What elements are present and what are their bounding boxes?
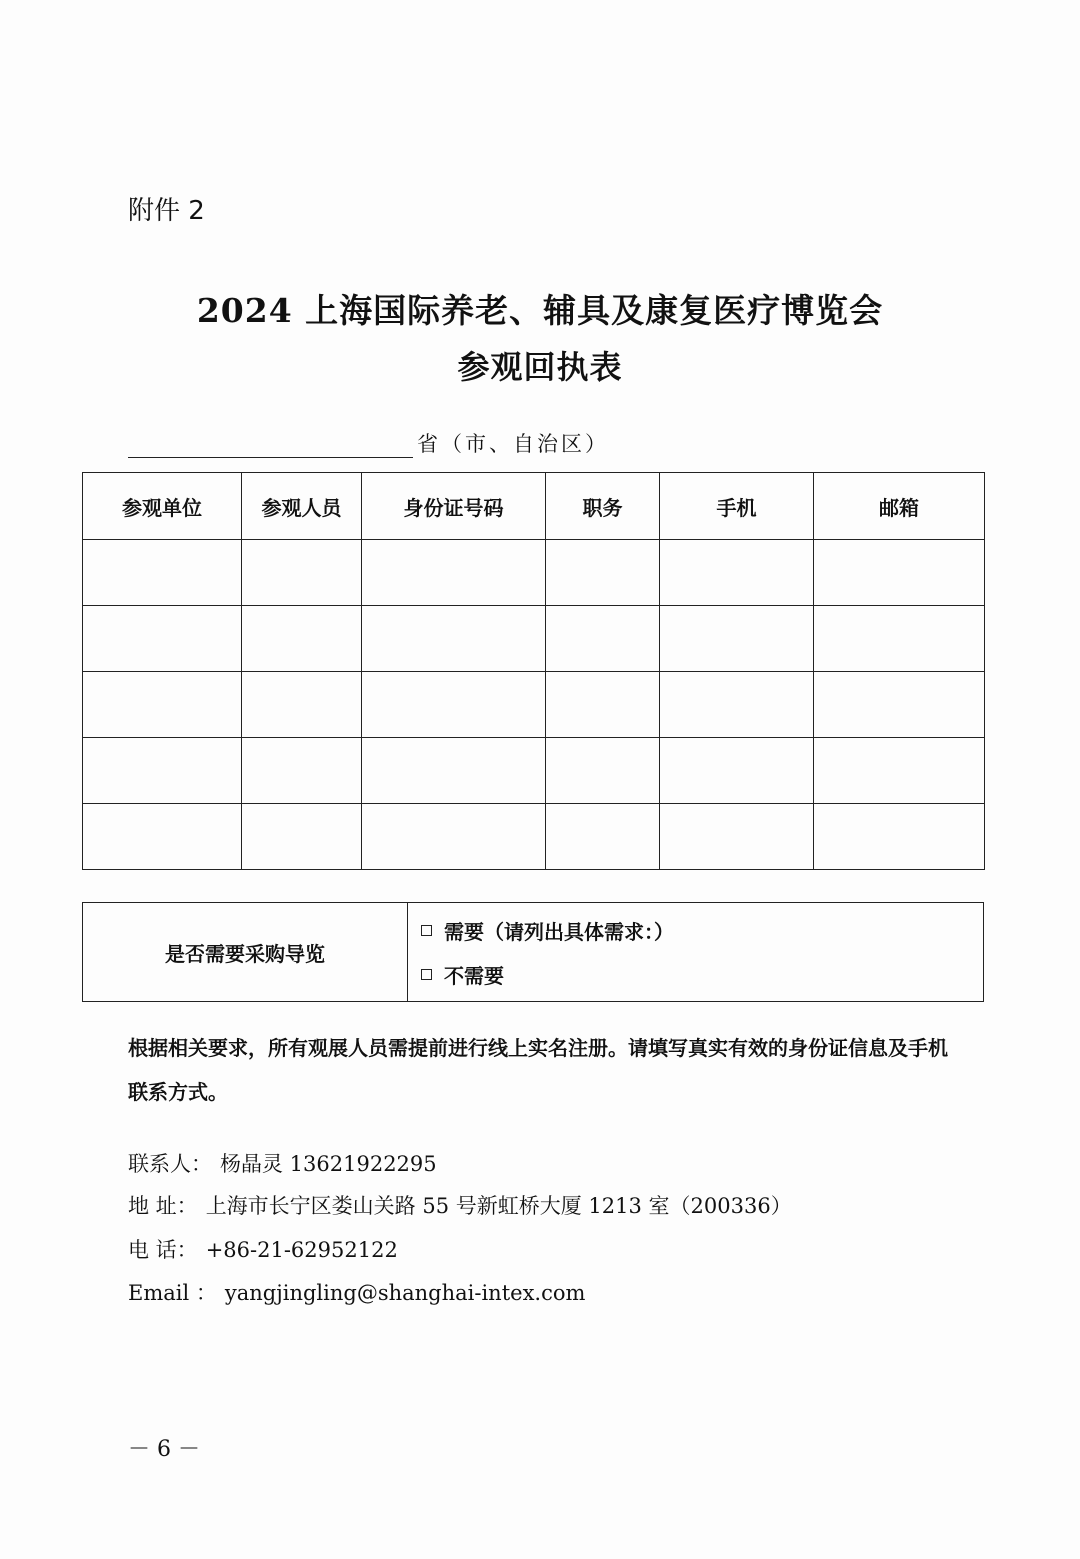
table-cell[interactable] — [546, 540, 660, 606]
table-cell[interactable] — [242, 804, 362, 870]
table-cell[interactable] — [362, 540, 546, 606]
table-cell[interactable] — [660, 672, 814, 738]
table-cell[interactable] — [546, 672, 660, 738]
table-cell[interactable] — [362, 804, 546, 870]
contact-phone-value: +86-21-62952122 — [205, 1238, 398, 1262]
table-cell[interactable] — [362, 672, 546, 738]
contact-email-label: Email ： — [128, 1281, 217, 1305]
header-unit: 参观单位 — [83, 473, 242, 540]
table-cell[interactable] — [660, 738, 814, 804]
header-mobile: 手机 — [660, 473, 814, 540]
checkbox-icon[interactable] — [421, 925, 432, 936]
table-cell[interactable] — [83, 540, 242, 606]
header-id-number: 身份证号码 — [362, 473, 546, 540]
contact-phone-label: 电 话： — [128, 1238, 198, 1262]
option-need[interactable] — [409, 908, 982, 952]
table-cell[interactable] — [242, 606, 362, 672]
table-cell[interactable] — [546, 606, 660, 672]
document-subtitle: 参观回执表 — [457, 348, 623, 386]
contact-address-value: 上海市长宁区娄山关路 55 号新虹桥大厦 1213 室（200336） — [205, 1194, 792, 1218]
table-cell[interactable] — [242, 738, 362, 804]
table-cell[interactable] — [242, 540, 362, 606]
header-visitor: 参观人员 — [242, 473, 362, 540]
contact-address-label: 地 址： — [128, 1194, 198, 1218]
table-row — [83, 672, 985, 738]
table-cell[interactable] — [814, 738, 985, 804]
table-cell[interactable] — [83, 672, 242, 738]
table-cell[interactable] — [814, 540, 985, 606]
page-number: － 6 － — [128, 1437, 200, 1462]
contact-phone — [128, 1234, 398, 1264]
attachment-label: 附件 2 — [128, 196, 205, 226]
table-cell[interactable] — [83, 804, 242, 870]
header-position: 职务 — [546, 473, 660, 540]
visitor-table — [82, 472, 985, 870]
table-cell[interactable] — [814, 606, 985, 672]
purchase-guide-options — [408, 903, 984, 1002]
table-header-row — [83, 473, 985, 540]
contact-person-value: 杨晶灵 13621922295 — [220, 1152, 437, 1176]
option-no-need[interactable] — [409, 952, 982, 996]
province-line — [128, 428, 609, 458]
table-cell[interactable] — [242, 672, 362, 738]
table-cell[interactable] — [814, 804, 985, 870]
contact-email — [128, 1277, 585, 1307]
contact-person-label: 联系人： — [128, 1152, 212, 1176]
table-row — [83, 804, 985, 870]
option-no-need-label: 不需要 — [444, 963, 504, 988]
document-title: 2024 上海国际养老、辅具及康复医疗博览会 — [196, 291, 884, 330]
purchase-guide-question: 是否需要采购导览 — [83, 903, 408, 1002]
table-cell[interactable] — [660, 540, 814, 606]
table-cell[interactable] — [546, 804, 660, 870]
table-cell[interactable] — [660, 606, 814, 672]
contact-person — [128, 1148, 437, 1178]
table-row — [83, 606, 985, 672]
table-cell[interactable] — [660, 804, 814, 870]
table-cell[interactable] — [362, 738, 546, 804]
table-cell[interactable] — [362, 606, 546, 672]
contact-address — [128, 1190, 792, 1220]
header-email: 邮箱 — [814, 473, 985, 540]
province-label: 省（市、自治区） — [417, 432, 609, 456]
table-row — [83, 738, 985, 804]
registration-notice: 根据相关要求，所有观展人员需提前进行线上实名注册。请填写真实有效的身份证信息及手机联系方式。 — [128, 1036, 948, 1104]
table-row — [83, 540, 985, 606]
table-cell[interactable] — [546, 738, 660, 804]
purchase-guide-table — [82, 902, 984, 1002]
table-cell[interactable] — [814, 672, 985, 738]
option-need-label: 需要（请列出具体需求：） — [444, 919, 674, 944]
province-blank-field[interactable] — [128, 429, 413, 458]
contact-email-value[interactable]: yangjingling@shanghai-intex.com — [224, 1281, 586, 1305]
table-cell[interactable] — [83, 606, 242, 672]
checkbox-icon[interactable] — [421, 969, 432, 980]
table-cell[interactable] — [83, 738, 242, 804]
